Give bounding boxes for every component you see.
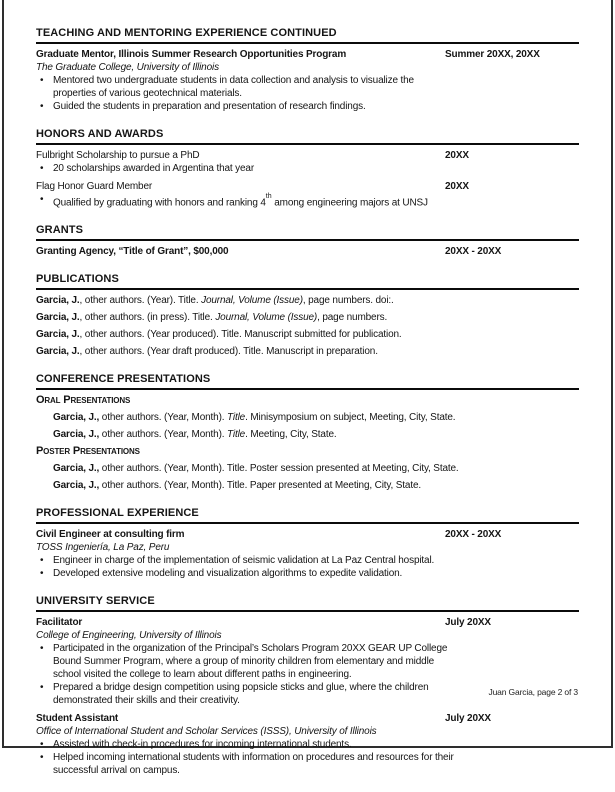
entry-header (36, 48, 579, 61)
grant-date: 20XX - 20XX (445, 246, 502, 258)
entry-date: July 20XX (445, 617, 491, 629)
entry-header (36, 149, 579, 162)
presentation-entry (53, 428, 579, 441)
bullet-list (36, 554, 579, 580)
bullet-list (36, 738, 579, 777)
bullet-list (36, 162, 579, 175)
subsection-oral-presentations: Oral Presentations (36, 394, 131, 407)
entry-header (36, 528, 579, 541)
grant-title: Granting Agency, “Title of Grant”, $00,000 (36, 246, 229, 258)
bullet-item: • Assisted with check-in procedures for incoming international students. (53, 738, 455, 751)
bullet-list (36, 193, 579, 209)
publication-text: , page numbers. (317, 312, 388, 324)
publication-entry (36, 345, 579, 358)
entry-title: Facilitator (36, 617, 83, 629)
bullet-list (36, 642, 579, 707)
bullet-item: • Helped incoming international students with information on procedures and resources for their successful arrival on campus. (53, 751, 455, 777)
publication-author: Garcia, J. (36, 346, 80, 358)
presentation-title: Title (227, 429, 246, 441)
section-heading-conference: CONFERENCE PRESENTATIONS (36, 373, 579, 390)
entry-date: July 20XX (445, 713, 491, 725)
entry-organization: Office of International Student and Scholar Services (ISSS), University of Illinois (36, 726, 377, 738)
entry-date: Summer 20XX, 20XX (445, 49, 540, 60)
bullet-item (53, 193, 455, 209)
presentation-text: . Meeting, City, State. (245, 429, 337, 441)
section-honors (36, 128, 579, 209)
entry-header (36, 712, 579, 725)
publication-text: , other authors. (Year produced). Title. Manuscript submitted for publication. (79, 329, 402, 341)
bullet-text: Qualified by graduating with honors and ranking 4 (53, 197, 266, 209)
entry-organization: TOSS Ingeniería, La Paz, Peru (36, 542, 170, 554)
bullet-list (36, 74, 579, 113)
resume-content (36, 27, 579, 792)
section-publications (36, 273, 579, 358)
presentation-text: other authors. (Year, Month). Title. Paper presented at Meeting, City, State. (99, 480, 421, 492)
presentation-text: other authors. (Year, Month). (99, 412, 228, 424)
entry-civil-engineer (36, 528, 579, 580)
subsection-poster-presentations: Poster Presentations (36, 445, 140, 458)
section-professional (36, 507, 579, 580)
publication-author: Garcia, J. (36, 295, 80, 307)
publication-entry (36, 294, 579, 307)
entry-graduate-mentor (36, 48, 579, 113)
presentation-entry (53, 479, 579, 492)
publication-text: , other authors. (Year). Title. (79, 295, 202, 307)
presentation-entry (53, 411, 579, 424)
presentation-author: Garcia, J., (53, 429, 100, 441)
entry-fulbright (36, 149, 579, 175)
section-teaching (36, 27, 579, 113)
bullet-item: • Participated in the organization of the Principal’s Scholars Program 20XX GEAR UP College Bound Summer Program, where a group of minority children from elementary and middle school visited the college to learn about different paths in engineering. (53, 642, 455, 681)
section-heading-honors: HONORS AND AWARDS (36, 128, 579, 145)
page-footer: Juan Garcia, page 2 of 3 (488, 687, 578, 697)
superscript-ordinal: th (265, 193, 272, 200)
section-heading-publications: PUBLICATIONS (36, 273, 579, 290)
bullet-text: among engineering majors at UNSJ (271, 197, 428, 209)
entry-header (36, 245, 579, 258)
section-conference (36, 373, 579, 492)
section-heading-grants: GRANTS (36, 224, 579, 241)
publication-text: , other authors. (in press). Title. (79, 312, 216, 324)
entry-organization: College of Engineering, University of Illinois (36, 630, 222, 642)
publication-text: , page numbers. doi:. (302, 295, 394, 307)
publication-author: Garcia, J. (36, 312, 80, 324)
award-title: Flag Honor Guard Member (36, 181, 153, 192)
award-date: 20XX (445, 181, 469, 192)
section-heading-teaching: TEACHING AND MENTORING EXPERIENCE CONTINUED (36, 27, 579, 44)
entry-flag-honor-guard (36, 180, 579, 209)
presentation-author: Garcia, J., (53, 480, 100, 492)
entry-title: Student Assistant (36, 713, 119, 725)
presentation-text: . Minisymposium on subject, Meeting, City, State. (245, 412, 456, 424)
presentation-entry (53, 462, 579, 475)
presentation-author: Garcia, J., (53, 412, 100, 424)
award-title: Fulbright Scholarship to pursue a PhD (36, 150, 200, 161)
section-heading-professional: PROFESSIONAL EXPERIENCE (36, 507, 579, 524)
entry-date: 20XX - 20XX (445, 529, 502, 541)
presentation-author: Garcia, J., (53, 463, 100, 475)
entry-student-assistant (36, 712, 579, 777)
presentation-text: other authors. (Year, Month). Title. Poster session presented at Meeting, City, State. (99, 463, 459, 475)
publication-entry (36, 311, 579, 324)
bullet-item: • Mentored two undergraduate students in data collection and analysis to visualize the properties of various geotechnical materials. (53, 74, 455, 100)
bullet-item: • Engineer in charge of the implementation of seismic validation at La Paz Central hospital. (53, 554, 455, 567)
section-heading-university-service: UNIVERSITY SERVICE (36, 595, 579, 612)
entry-header (36, 616, 579, 629)
bullet-item: • Developed extensive modeling and visualization algorithms to expedite validation. (53, 567, 455, 580)
section-grants (36, 224, 579, 258)
entry-organization: The Graduate College, University of Illinois (36, 62, 219, 73)
publication-journal: Journal, Volume (Issue) (215, 312, 318, 324)
presentation-title: Title (227, 412, 246, 424)
entry-header (36, 180, 579, 193)
entry-title: Graduate Mentor, Illinois Summer Research Opportunities Program (36, 49, 347, 60)
bullet-item: • 20 scholarships awarded in Argentina that year (53, 162, 455, 175)
presentation-text: other authors. (Year, Month). (99, 429, 228, 441)
publication-text: , other authors. (Year draft produced). Title. Manuscript in preparation. (79, 346, 378, 358)
bullet-item: • Prepared a bridge design competition using popsicle sticks and glue, where the children demonstrated their skills and their creativity. (53, 681, 455, 707)
publication-author: Garcia, J. (36, 329, 80, 341)
award-date: 20XX (445, 150, 469, 161)
entry-title: Civil Engineer at consulting firm (36, 529, 185, 541)
publication-entry (36, 328, 579, 341)
bullet-item: • Guided the students in preparation and presentation of research findings. (53, 100, 455, 113)
resume-page (2, 0, 613, 777)
publication-journal: Journal, Volume (Issue) (201, 295, 303, 307)
